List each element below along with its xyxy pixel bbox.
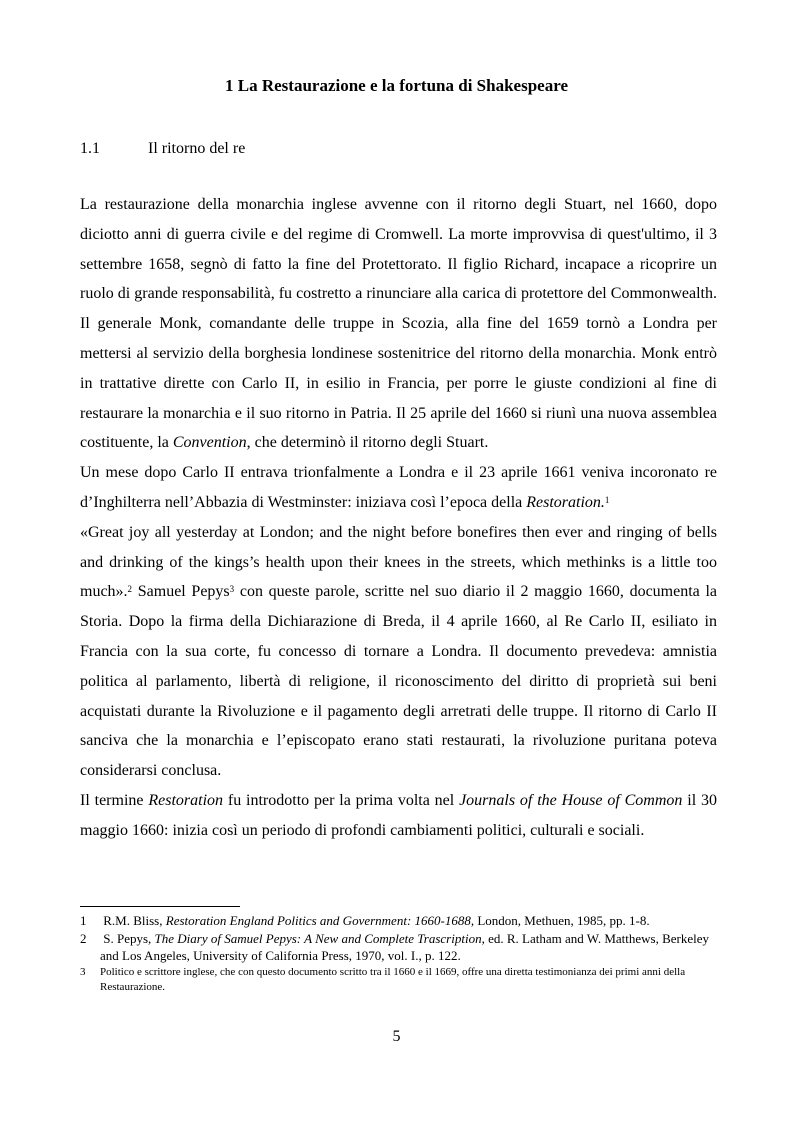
italic-term: Restoration. [526,493,605,511]
paragraph-4 [80,786,717,846]
footnote-text: Politico e scrittore inglese, che con questo documento scritto tra il 1660 e il 1669, offre una diretta testimonianza dei primi anni della Restaurazione. [100,966,686,993]
footnote-text [100,930,717,964]
paragraph-text: , che determinò il ritorno degli Stuart. [246,434,489,452]
footnote-number: 1 [80,913,87,928]
quote-text: «Great joy all yesterday at London; and the night before bonefires then ever and ringing of bells and drinking of the kings’s health upon their knees in the streets, which methinks is a little too much». [80,523,717,601]
italic-term: Journals of the House of Common [459,791,683,809]
footnote-number: 2 [80,931,87,946]
footnotes [80,912,717,996]
section-heading [80,140,245,158]
section-number: 1.1 [80,140,100,157]
footnote-number: 3 [80,966,86,978]
paragraph-text: fu introdotto per la prima volta nel [223,791,460,809]
footnote-1 [80,912,717,929]
paragraph-3 [80,518,717,786]
footnote-ref: 2 [127,584,133,595]
italic-term: Convention [172,434,247,452]
footnote-ref: 3 [229,584,235,595]
footnote-2 [80,930,717,964]
paragraph-text: La restaurazione della monarchia inglese avvenne con il ritorno degli Stuart, nel 1660, dopo diciotto anni di guerra civile e del regime di Cromwell. La morte improvvisa di quest'ultimo, il 3 settembre 1658, segnò di fatto la fine del Protettorato. Il figlio Richard, incapace a ricoprire un ruolo di grande responsabilità, fu costretto a rinunciare alla carica di protettore del Commonwealth. Il generale Monk, comandante delle truppe in Scozia, alla fine del 1659 tornò a Londra per mettersi al servizio della borghesia londinese sostenitrice del ritorno della monarchia. Monk entrò in trattative dirette con Carlo II, in esilio in Francia, per porre le giuste condizioni al fine di restaurare la monarchia e il suo ritorno in Patria. Il 25 aprile del 1660 si riunì una nuova assemblea costituente, la [80,196,717,452]
paragraph-text: Un mese dopo Carlo II entrava trionfalmente a Londra e il 23 aprile 1661 veniva incoronato re d’Inghilterra nell’Abbazia di Westminster: iniziava così l’epoca della [80,464,717,511]
paragraph-text: con queste parole, scritte nel suo diario il 2 maggio 1660, documenta la Storia. Dopo la firma della Dichiarazione di Breda, il 4 aprile 1660, al Re Carlo II, esiliato in Francia con la sua corte, fu concesso di tornare a Londra. Il documento prevedeva: amnistia politica al parlamento, libertà di religione, il riconoscimento del diritto di proprietà sui beni acquistati durante la Rivoluzione e il pagamento degli arretrati delle truppe. Il ritorno di Carlo II sanciva che la monarchia e l’episcopato erano stati restaurati, la rivoluzione puritana poteva considerarsi conclusa. [80,583,718,780]
section-title: Il ritorno del re [148,140,246,157]
footnote-details: , ed. R. Latham and W. Matthews, Berkeley and Los Angeles, University of California Press, 1970, vol. I., p. 122. [100,931,710,963]
footnote-author: R.M. Bliss, [103,913,166,928]
footnote-ref: 1 [604,494,610,505]
page-number: 5 [392,1028,401,1045]
italic-term: Restoration [148,791,224,809]
chapter-title: 1 La Restaurazione e la fortuna di Shakespeare [225,76,568,95]
paragraph-2 [80,458,717,518]
footnote-3 [80,965,717,995]
paragraph-text: Samuel Pepys [132,583,230,601]
footnote-details: London, Methuen, 1985, pp. 1-8. [474,913,650,928]
footnote-separator [80,906,240,907]
paragraph-text: il 30 maggio 1660: inizia così un periodo di profondi cambiamenti politici, culturali e sociali. [80,791,718,839]
footnote-title: Restoration England Politics and Government: 1660-1688, [165,913,475,928]
footnote-text [100,912,717,929]
paragraph-1 [80,190,717,458]
paragraph-text: Il termine [80,791,149,809]
footnote-title: The Diary of Samuel Pepys: A New and Complete Trascription [154,931,482,946]
body-text [80,190,717,846]
footnote-author: S. Pepys, [103,931,155,946]
